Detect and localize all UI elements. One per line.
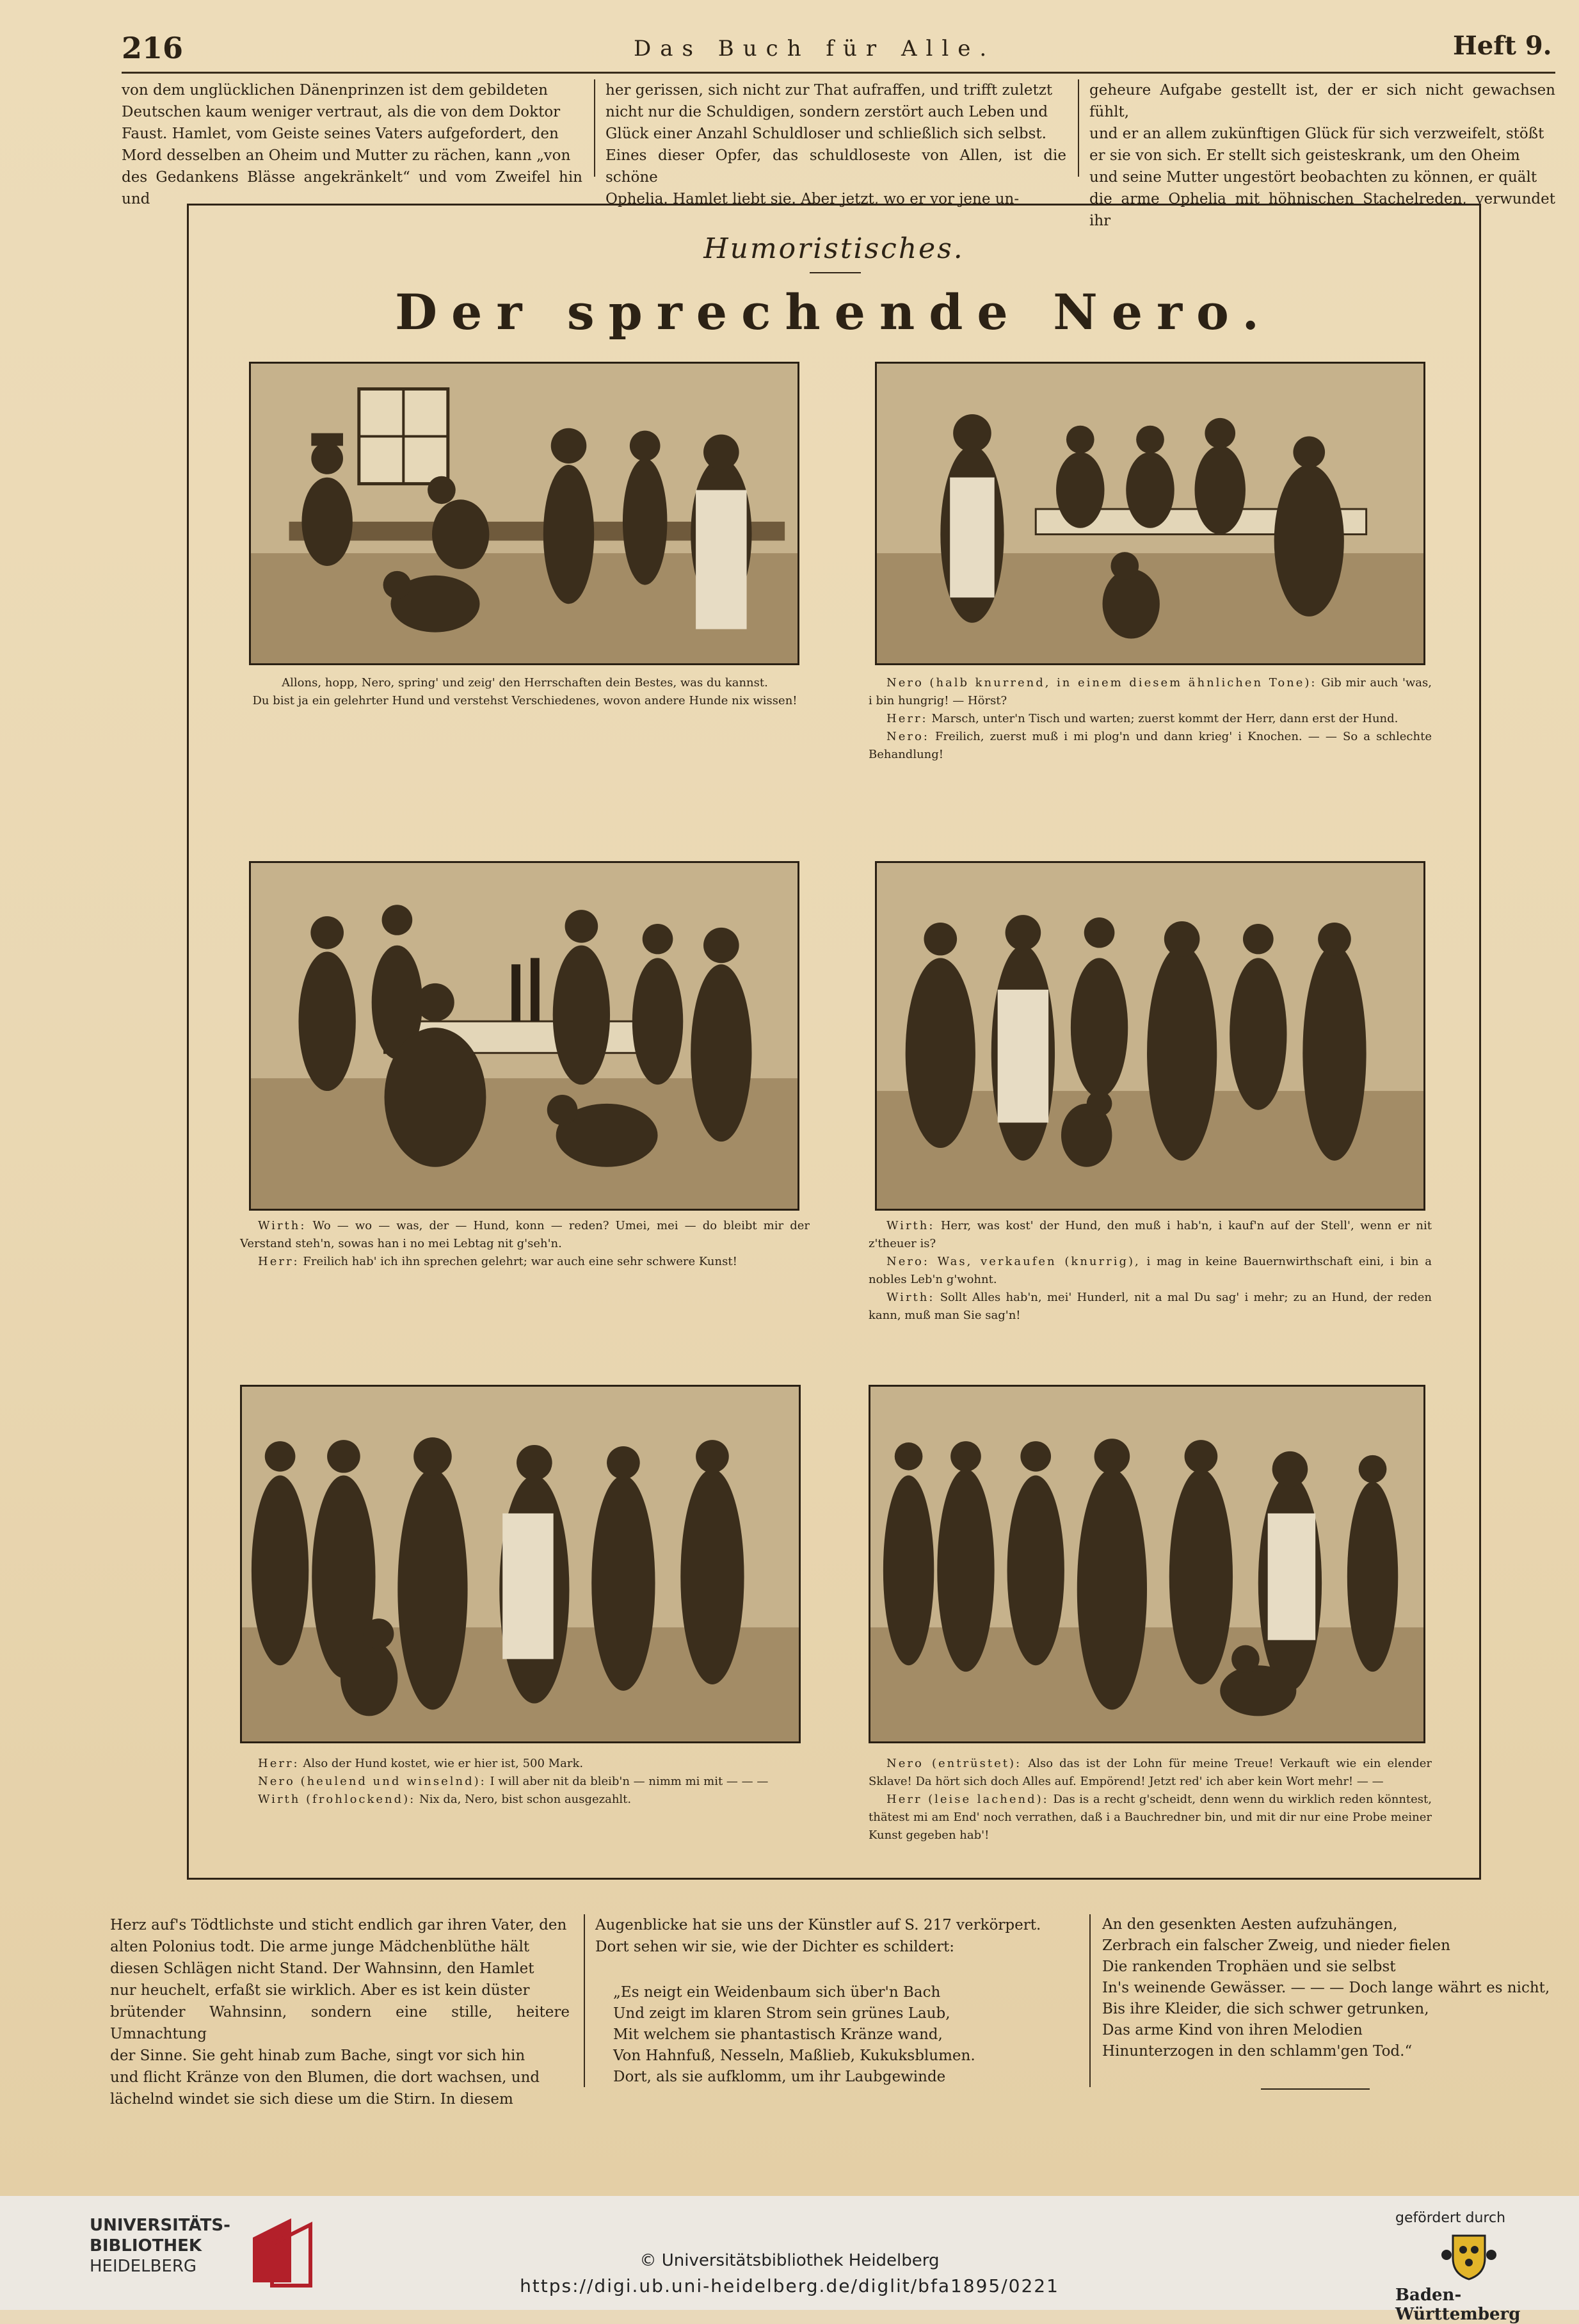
issue-number: Heft 9. [1453, 31, 1552, 61]
illustration-panel-5 [240, 1385, 801, 1743]
caption-panel-4: Wirth: Herr, was kost' der Hund, den muß i hab'n, i kauf'n auf der Stell', wenn er nit z'theuer is? Nero: Was, verkaufen (knurrig), i mag in keine Bauernwirthschaft eini, i bin a nobles Leb'n g'wohnt. Wirth: Sollt Alles hab'n, mei' Hunderl, nit a mal Du sag' i mehr; zu an Hund, der reden kann, muß man Sie sag'n! [869, 1219, 1432, 1322]
gentleman-feeding-dog-illustration [251, 863, 798, 1209]
column-divider [1078, 79, 1079, 177]
tavern-table-dog-illustration [877, 364, 1423, 663]
illustration-panel-2 [875, 362, 1425, 665]
column-divider [584, 1914, 585, 2087]
running-title: Das Buch für Alle. [634, 36, 996, 61]
illustration-panel-1 [249, 362, 799, 665]
crowd-with-dog-illustration [877, 863, 1423, 1209]
poem-part-2: An den gesenkten Aesten aufzuhängen, Zerbrach ein falscher Zweig, und nieder fielen Die rankenden Trophäen und sie selbst In's weinende Gewässer. — — — Doch lange währt es nicht, Bis ihre Kleider, die sich schwer getrunken, Das arme Kind von ihren Melodien Hinunterzogen in den schlamm'gen Tod.“ [1102, 1916, 1550, 2060]
feature-frame [187, 204, 1481, 1880]
copyright-notice: © Universitätsbibliothek Heidelberg [639, 2251, 940, 2270]
page-header [122, 31, 1579, 76]
sale-of-dog-illustration [242, 1387, 799, 1741]
caption-panel-1: Allons, hopp, Nero, spring' und zeig' den Herrschaften dein Bestes, was du kannst. Du bist ja ein gelehrter Hund und verstehst Verschiedenes, wovon andere Hunde nix wissen! [252, 676, 798, 707]
digitization-footer [0, 2196, 1579, 2324]
bottom-column-2-intro: Augenblicke hat sie uns der Künstler auf S. 217 verkörpert. Dort sehen wir sie, wie der Dichter es schildert: [595, 1917, 1041, 1955]
funder-name: Baden-Württemberg [1395, 2286, 1521, 2324]
illustration-panel-3 [249, 861, 799, 1211]
end-rule [1261, 2088, 1370, 2090]
caption-panel-3: Wirth: Wo — wo — was, der — Hund, konn — reden? Umei, mei — do bleibt mir der Verstand steh'n, sowas han i no mei Lebtag nit g'seh'n. Herr: Freilich hab' ich ihn sprechen gelehrt; war auch eine sehr schwere Kunst! [240, 1219, 810, 1268]
dog-protests-illustration [870, 1387, 1423, 1741]
tavern-scene-illustration [251, 364, 798, 663]
page-number: 216 [122, 31, 184, 65]
section-title: Humoristisches. [703, 232, 965, 265]
header-rule [122, 72, 1555, 74]
permalink-url[interactable]: https://digi.ub.uni-heidelberg.de/diglit/bfa1895/0221 [520, 2275, 1059, 2296]
illustration-panel-4 [875, 861, 1425, 1211]
coat-of-arms-icon [1440, 2229, 1498, 2280]
title-rule [810, 272, 861, 273]
feature-title: Der sprechende Nero. [395, 284, 1273, 341]
caption-panel-2: Nero (halb knurrend, in einem diesem ähnlichen Tone): Gib mir auch 'was, i bin hungrig! — Hörst? Herr: Marsch, unter'n Tisch und warten; zuerst kommt der Herr, dann erst der Hund. Nero: Freilich, zuerst muß i mi plog'n und dann krieg' i Knochen. — — So a schlechte Behandlung! [869, 676, 1432, 761]
funded-by-label: gefördert durch [1395, 2210, 1506, 2226]
caption-panel-5: Herr: Also der Hund kostet, wie er hier ist, 500 Mark. Nero (heulend und winselnd): I will aber nit da bleib'n — nimm mi mit — — — Wirth (frohlockend): Nix da, Nero, bist schon ausgezahlt. [258, 1757, 769, 1806]
poem-part-1: „Es neigt ein Weidenbaum sich über'n Bach Und zeigt im klaren Strom sein grünes Laub, Mit welchem sie phantastisch Kränze wand, Von Hahnfuß, Nesseln, Maßlieb, Kukuksblumen. Dort, als sie aufklomm, um ihr Laubgewinde [613, 1984, 975, 2085]
column-divider [1089, 1914, 1091, 2087]
top-column-2: her gerissen, sich nicht zur That aufraffen, und trifft zuletzt nicht nur die Schuldigen, sondern zerstört auch Leben und Glück einer Anzahl Schuldloser und schließlich sich selbst. Eines dieser Opfer, das schuldloseste von Allen, ist die schöne Ophelia. Hamlet liebt sie. Aber jetzt, wo er vor jene un- [605, 82, 1066, 207]
top-column-1: von dem unglücklichen Dänenprinzen ist dem gebildeten Deutschen kaum weniger vertraut, als die von dem Doktor Faust. Hamlet, vom Geiste seines Vaters aufgefordert, den Mord desselben an Oheim und Mutter zu rächen, kann „von des Gedankens Blässe angekränkelt“ und vom Zweifel hin und [122, 82, 582, 207]
bottom-column-1: Herz auf's Tödtlichste und sticht endlich gar ihren Vater, den alten Polonius todt. Die arme junge Mädchenblüthe hält diesen Schlägen nicht Stand. Der Wahnsinn, den Hamlet nur heuchelt, erfaßt sie wirklich. Aber es ist kein düster brütender Wahnsinn, sondern eine stille, heitere Umnachtung der Sinne. Sie geht hinab zum Bache, singt vor sich hin und flicht Kränze von den Blumen, die dort wachsen, und lächelnd windet sie sich diese um die Stirn. In diesem [110, 1917, 570, 2108]
top-column-3: geheure Aufgabe gestellt ist, der er sich nicht gewachsen fühlt, und er an allem zukünftigen Glück für sich verzweifelt, stößt er sie von sich. Er stellt sich geisteskrank, um den Oheim und seine Mutter ungestört beobachten zu können, er quält die arme Ophelia mit höhnischen Stachelreden, verwundet ihr [1089, 82, 1555, 229]
library-logo-text: UNIVERSITÄTS- BIBLIOTHEK HEIDELBERG [90, 2216, 230, 2276]
caption-panel-6: Nero (entrüstet): Also das ist der Lohn für meine Treue! Verkauft wie ein elender Sklave! Da hört sich doch Alles auf. Empörend! Jetzt red' ich aber kein Wort mehr! — — Herr (leise lachend): Das is a recht g'scheidt, denn wenn du wirklich reden könntest, thätest mi am End' noch verrathen, daß i a Bauchredner bin, und mit dir nur eine Probe meiner Kunst gegeben hab'! [869, 1757, 1432, 1842]
illustration-panel-6 [869, 1385, 1425, 1743]
column-divider [594, 79, 595, 177]
